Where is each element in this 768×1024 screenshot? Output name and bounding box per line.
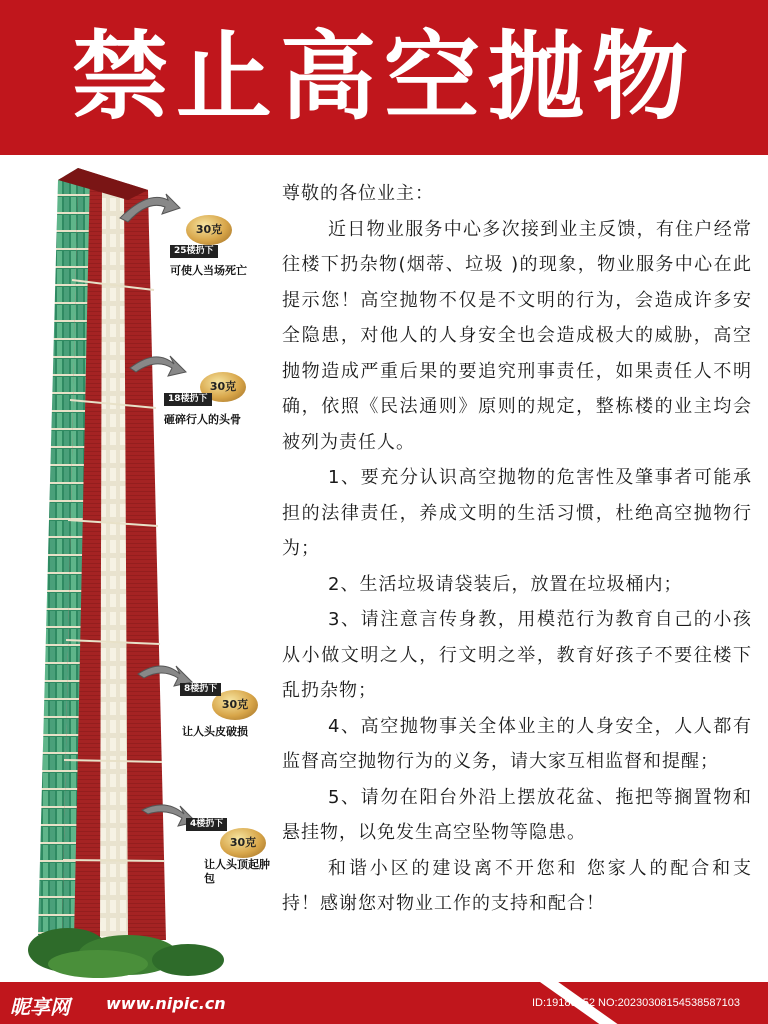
watermark-site: www.nipic.cn xyxy=(106,994,226,1013)
floor-tag: 4楼扔下 xyxy=(186,818,227,831)
notice-paragraph: 近日物业服务中心多次接到业主反馈，有住户经常往楼下扔杂物(烟蒂、垃圾 )的现象，物业服务中心在此提示您！高空抛物不仅是不文明的行为，会造成许多安全隐患，对他人的人身安全也会造成极大的威胁，高空抛物造成严重后果的要追究刑事责任，如果责任人不明确，依照《民法通则》原则的规定，整栋楼的业主均会被列为责任人。 xyxy=(282,218,752,453)
effect-label: 让人头顶起肿包 xyxy=(204,858,270,885)
header-banner xyxy=(0,0,768,155)
notice-item-4: 4、高空抛物事关全体业主的人身安全，人人都有监督高空抛物行为的义务，请大家互相监督和提醒； xyxy=(282,715,752,772)
watermark-logo: 昵享网 xyxy=(10,995,70,1019)
building-illustration xyxy=(28,160,268,980)
effect-label: 可使人当场死亡 xyxy=(170,264,247,277)
weight-egg: 30克 xyxy=(212,690,258,720)
notice-item-5: 5、请勿在阳台外沿上摆放花盆、拖把等搁置物和悬挂物，以免发生高空坠物等隐患。 xyxy=(282,786,752,843)
notice-item-3: 3、请注意言传身教，用模范行为教育自己的小孩从小做文明之人，行文明之举，教育好孩子不要往楼下乱扔杂物； xyxy=(282,609,752,701)
notice-item-2: 2、生活垃圾请袋装后，放置在垃圾桶内； xyxy=(328,573,683,595)
floor-tag: 25楼扔下 xyxy=(170,245,218,258)
shrubs xyxy=(28,928,224,978)
notice-body xyxy=(282,176,752,922)
floor-tag: 18楼扔下 xyxy=(164,393,212,406)
floor-tag: 8楼扔下 xyxy=(180,683,221,696)
greeting: 尊敬的各位业主： xyxy=(282,183,434,204)
page-title: 禁止高空抛物 xyxy=(72,21,696,133)
weight-egg: 30克 xyxy=(200,372,246,402)
effect-label: 让人头皮破损 xyxy=(182,725,248,738)
effect-label: 砸碎行人的头骨 xyxy=(164,413,241,426)
building-window-strip xyxy=(100,182,128,940)
notice-closing: 和谐小区的建设离不开您和 您家人的配合和支持！感谢您对物业工作的支持和配合！ xyxy=(282,857,752,914)
weight-egg: 30克 xyxy=(186,215,232,245)
image-id-label: ID:19189252 NO:20230308154538587103 xyxy=(532,997,740,1009)
notice-item-1: 1、要充分认识高空抛物的危害性及肇事者可能承担的法律责任，养成文明的生活习惯，杜绝高空抛物行为； xyxy=(282,467,752,559)
weight-egg: 30克 xyxy=(220,828,266,858)
